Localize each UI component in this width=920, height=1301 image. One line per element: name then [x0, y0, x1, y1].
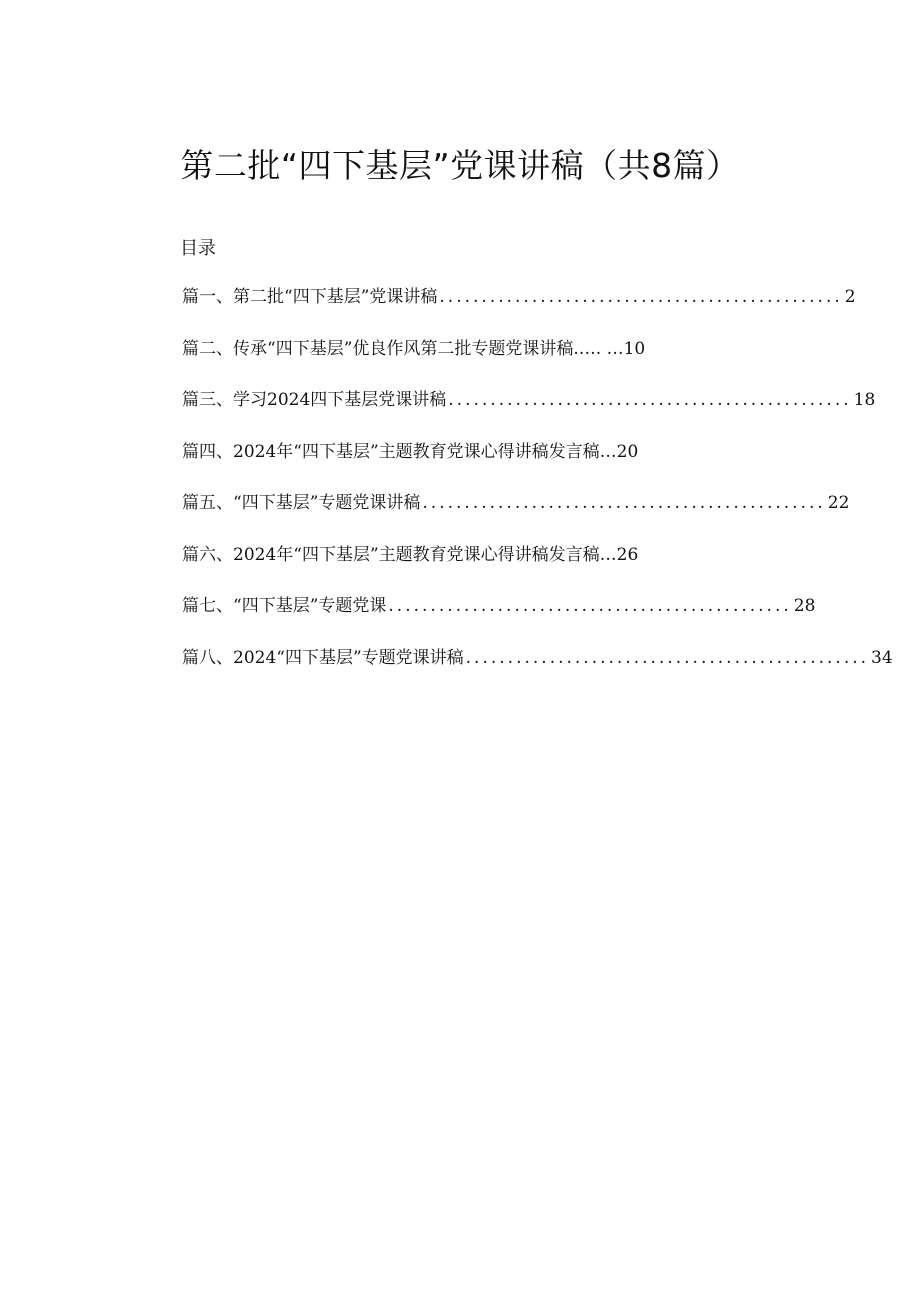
toc-entry-title: 篇三、学习2024四下基层党课讲稿	[182, 390, 447, 410]
toc-leader-dots: …	[599, 544, 617, 565]
document-title: 第二批“四下基层”党课讲稿（共8篇）	[180, 146, 740, 185]
toc-leader-dots: ................................................	[465, 647, 870, 668]
toc-entry-title: 篇五、“四下基层”专题党课讲稿	[182, 493, 421, 513]
toc-entry-3[interactable]	[182, 385, 876, 437]
toc-entry-title: 篇八、2024“四下基层”专题党课讲稿	[182, 647, 464, 668]
toc-leader-dots: ................................................	[448, 390, 852, 410]
toc-page-number: 18	[853, 390, 876, 410]
toc-page-number: 34	[871, 647, 893, 668]
toc-entry-title: 篇六、2024年“四下基层”主题教育党课心得讲稿发言稿	[182, 544, 600, 565]
toc-page-number: 22	[827, 493, 850, 513]
toc-heading: 目录	[180, 238, 216, 259]
toc-entry-8[interactable]	[182, 643, 893, 695]
toc-entry-1[interactable]	[182, 282, 856, 334]
toc-entry-title: 篇四、2024年“四下基层”主题教育党课心得讲稿发言稿	[182, 441, 600, 462]
toc-entry-6[interactable]	[182, 540, 777, 592]
toc-leader-dots: .…. …	[573, 338, 624, 359]
toc-entry-2[interactable]	[182, 334, 777, 386]
table-of-contents	[182, 282, 893, 694]
toc-page-number: 10	[623, 338, 646, 359]
toc-page-number: 20	[616, 441, 639, 462]
toc-leader-dots: ................................................	[388, 596, 792, 616]
toc-leader-dots: …	[599, 441, 617, 462]
toc-page-number: 26	[616, 544, 639, 565]
toc-leader-dots: ................................................	[422, 493, 826, 513]
toc-entry-title: 篇二、传承“四下基层”优良作风第二批专题党课讲稿	[182, 338, 574, 359]
toc-entry-title: 篇七、“四下基层”专题党课	[182, 596, 387, 616]
toc-page-number: 28	[793, 596, 816, 616]
toc-entry-7[interactable]	[182, 591, 816, 643]
toc-entry-4[interactable]	[182, 437, 777, 489]
toc-page-number: 2	[844, 287, 856, 307]
toc-leader-dots: ................................................	[439, 287, 843, 307]
toc-entry-5[interactable]	[182, 488, 850, 540]
toc-entry-title: 篇一、第二批“四下基层”党课讲稿	[182, 287, 438, 307]
